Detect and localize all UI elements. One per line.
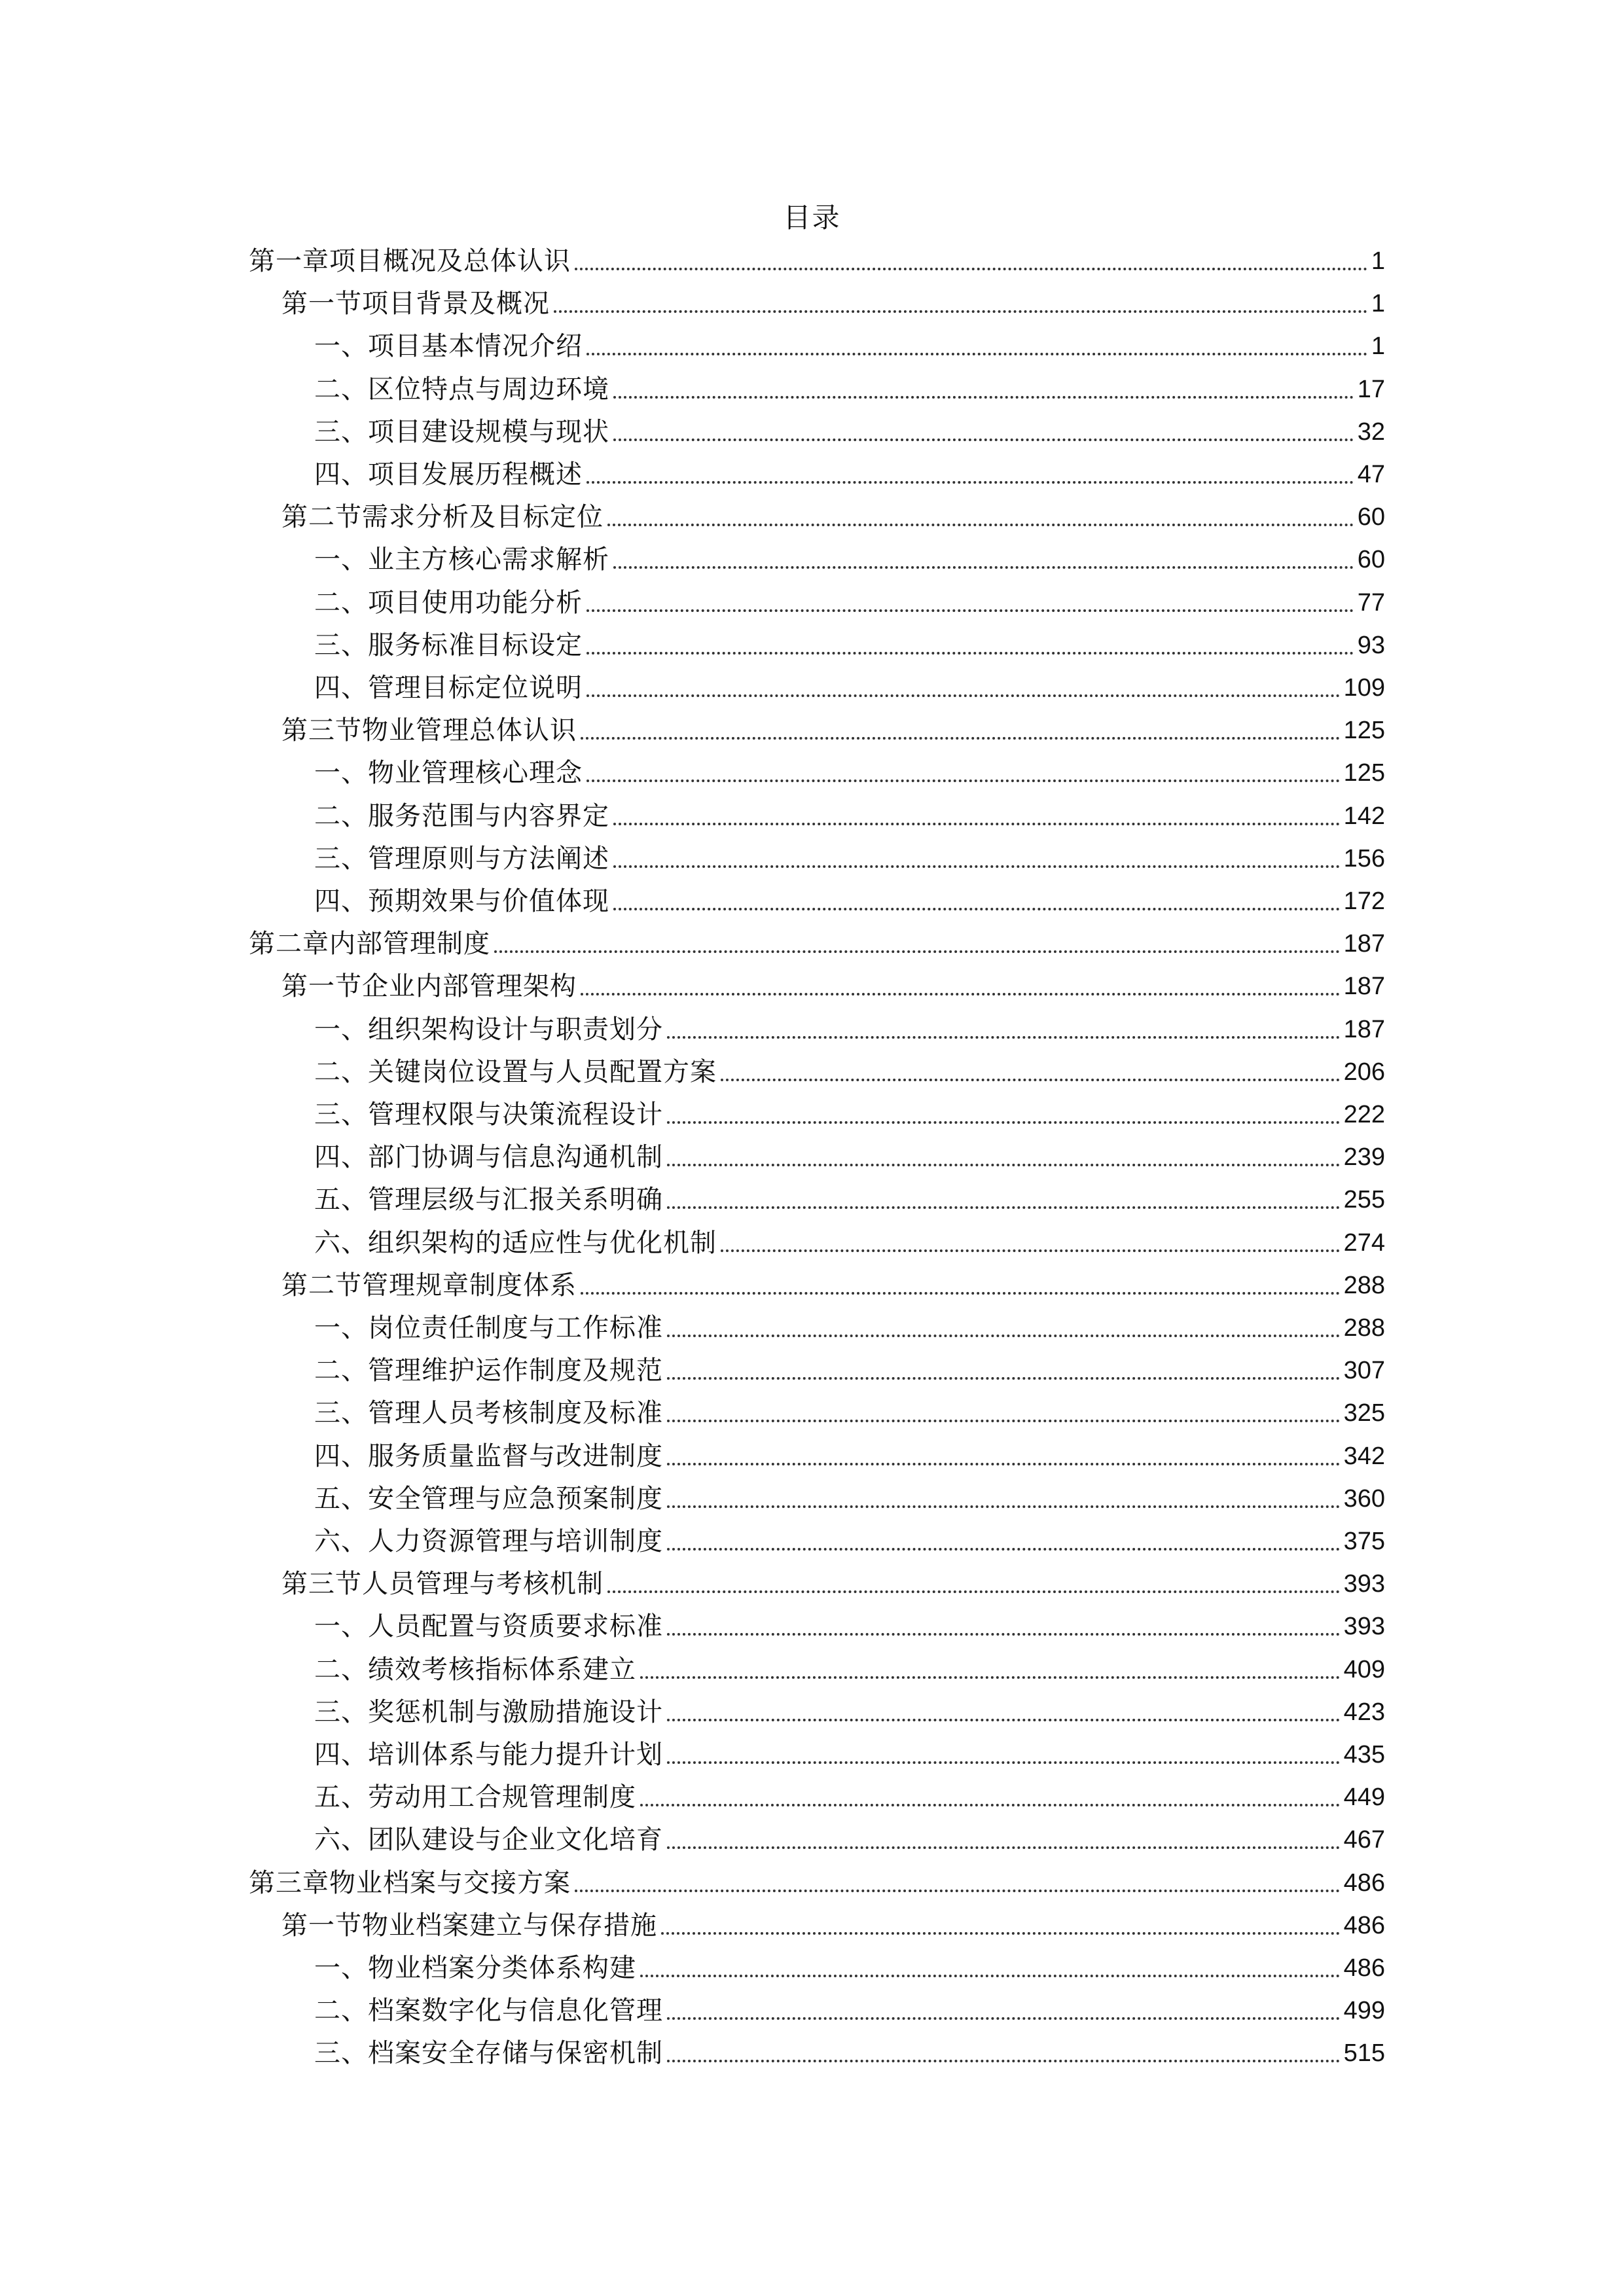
- toc-dot-leader: [667, 1761, 1340, 1764]
- toc-entry-page-number: 409: [1343, 1655, 1385, 1683]
- toc-entry-page-number: 32: [1357, 418, 1385, 446]
- toc-entry-page-number: 307: [1343, 1357, 1385, 1385]
- toc-entry[interactable]: [314, 1093, 1385, 1136]
- toc-dot-leader: [667, 1463, 1340, 1465]
- toc-entry-page-number: 93: [1357, 631, 1385, 659]
- toc-entry[interactable]: [281, 282, 1385, 325]
- toc-entry-page-number: 187: [1343, 1015, 1385, 1043]
- toc-entry-title: 三、档案安全存储与保密机制: [314, 2038, 663, 2069]
- toc-entry-title: 四、管理目标定位说明: [314, 673, 583, 703]
- page-title: 目录: [783, 202, 841, 234]
- toc-entry-page-number: 499: [1343, 1997, 1385, 2025]
- toc-entry-page-number: 360: [1343, 1484, 1385, 1513]
- toc-entry[interactable]: [314, 1691, 1385, 1733]
- toc-dot-leader: [667, 1036, 1340, 1039]
- toc-entry[interactable]: [314, 751, 1385, 794]
- toc-entry-title: 二、管理维护运作制度及规范: [314, 1355, 663, 1386]
- toc-entry-title: 第二章内部管理制度: [249, 929, 490, 960]
- toc-entry-page-number: 375: [1343, 1528, 1385, 1555]
- toc-entry-page-number: 423: [1343, 1698, 1385, 1726]
- toc-entry[interactable]: [314, 581, 1385, 624]
- toc-entry[interactable]: [314, 624, 1385, 666]
- toc-dot-leader: [607, 524, 1354, 526]
- toc-entry-title: 三、管理权限与决策流程设计: [314, 1100, 663, 1130]
- toc-entry-title: 二、关键岗位设置与人员配置方案: [314, 1056, 717, 1087]
- toc-dot-leader: [667, 1548, 1340, 1551]
- toc-entry-title: 第二节需求分析及目标定位: [281, 502, 604, 533]
- toc-entry-title: 四、培训体系与能力提升计划: [314, 1740, 663, 1770]
- toc-entry[interactable]: [314, 1349, 1385, 1391]
- toc-dot-leader: [586, 353, 1367, 355]
- toc-dot-leader: [581, 737, 1340, 740]
- toc-entry[interactable]: [314, 325, 1385, 367]
- toc-entry[interactable]: [314, 2032, 1385, 2074]
- toc-dot-leader: [721, 1249, 1340, 1252]
- toc-entry-title: 二、区位特点与周边环境: [314, 374, 609, 404]
- toc-dot-leader: [586, 694, 1340, 697]
- toc-entry-page-number: 393: [1343, 1613, 1385, 1641]
- toc-entry-title: 四、预期效果与价值体现: [314, 886, 609, 916]
- toc-entry-title: 六、团队建设与企业文化培育: [314, 1825, 663, 1856]
- toc-dot-leader: [667, 1633, 1340, 1636]
- toc-dot-leader: [667, 2017, 1340, 2020]
- toc-dot-leader: [575, 268, 1367, 270]
- toc-entry[interactable]: [281, 709, 1385, 751]
- toc-entry[interactable]: [314, 795, 1385, 837]
- toc-dot-leader: [586, 652, 1354, 655]
- toc-entry-page-number: 435: [1343, 1741, 1385, 1768]
- toc-dot-leader: [640, 1975, 1340, 1977]
- toc-entry[interactable]: [314, 1435, 1385, 1477]
- toc-entry-title: 第三节物业管理总体认识: [281, 715, 577, 746]
- toc-entry-page-number: 342: [1343, 1442, 1385, 1470]
- toc-entry[interactable]: [281, 1264, 1385, 1306]
- toc-dot-leader: [667, 2060, 1340, 2062]
- toc-entry-page-number: 222: [1343, 1101, 1385, 1128]
- toc-entry-page-number: 274: [1343, 1229, 1385, 1257]
- toc-entry[interactable]: [314, 1946, 1385, 1989]
- toc-entry[interactable]: [314, 538, 1385, 581]
- toc-entry[interactable]: [314, 1136, 1385, 1178]
- toc-entry-title: 第一章项目概况及总体认识: [249, 246, 571, 276]
- toc-entry-page-number: 187: [1343, 973, 1385, 1001]
- toc-entry-page-number: 288: [1343, 1314, 1385, 1342]
- toc-entry[interactable]: [314, 410, 1385, 453]
- toc-dot-leader: [721, 1079, 1340, 1081]
- toc-entry[interactable]: [314, 1477, 1385, 1520]
- toc-entry-title: 二、档案数字化与信息化管理: [314, 1996, 663, 2026]
- toc-dot-leader: [575, 1890, 1340, 1892]
- toc-entry[interactable]: [314, 1648, 1385, 1691]
- toc-dot-leader: [667, 1377, 1340, 1380]
- toc-entry-title: 五、管理层级与汇报关系明确: [314, 1185, 663, 1215]
- toc-entry-page-number: 515: [1343, 2039, 1385, 2068]
- toc-entry-page-number: 449: [1343, 1784, 1385, 1812]
- toc-entry-title: 四、服务质量监督与改进制度: [314, 1441, 663, 1471]
- toc-entry-title: 一、业主方核心需求解析: [314, 545, 609, 575]
- toc-entry-page-number: 288: [1343, 1271, 1385, 1299]
- toc-entry-title: 三、管理原则与方法阐述: [314, 843, 609, 874]
- toc-dot-leader: [667, 1420, 1340, 1422]
- toc-dot-leader: [613, 823, 1340, 825]
- toc-entry-page-number: 47: [1357, 461, 1385, 488]
- toc-dot-leader: [667, 1719, 1340, 1721]
- toc-entry-page-number: 325: [1343, 1399, 1385, 1427]
- toc-entry-title: 第三节人员管理与考核机制: [281, 1569, 604, 1600]
- toc-dot-leader: [586, 609, 1354, 612]
- toc-entry-title: 二、绩效考核指标体系建立: [314, 1654, 636, 1685]
- toc-entry-title: 一、物业档案分类体系构建: [314, 1953, 636, 1983]
- toc-entry-title: 三、项目建设规模与现状: [314, 416, 609, 447]
- toc-dot-leader: [640, 1804, 1340, 1806]
- toc-dot-leader: [613, 439, 1354, 441]
- toc-dot-leader: [613, 566, 1354, 569]
- toc-dot-leader: [667, 1164, 1340, 1166]
- toc-entry-title: 二、服务范围与内容界定: [314, 800, 609, 831]
- toc-entry[interactable]: [314, 666, 1385, 709]
- toc-dot-leader: [613, 908, 1340, 910]
- toc-entry-page-number: 142: [1343, 802, 1385, 830]
- toc-entry-title: 第一节物业档案建立与保存措施: [281, 1910, 657, 1941]
- toc-entry-title: 三、管理人员考核制度及标准: [314, 1398, 663, 1429]
- toc-entry[interactable]: [281, 495, 1385, 538]
- toc-dot-leader: [667, 1335, 1340, 1337]
- toc-entry[interactable]: [314, 1989, 1385, 2032]
- toc-dot-leader: [667, 1121, 1340, 1124]
- toc-entry[interactable]: [249, 1861, 1385, 1904]
- toc-entry-title: 第二节管理规章制度体系: [281, 1270, 577, 1300]
- toc-entry-title: 六、人力资源管理与培训制度: [314, 1526, 663, 1556]
- toc-entry-page-number: 60: [1357, 546, 1385, 574]
- toc-entry[interactable]: [249, 922, 1385, 965]
- toc-entry-title: 一、岗位责任制度与工作标准: [314, 1313, 663, 1343]
- toc-entry[interactable]: [314, 1050, 1385, 1093]
- toc-entry-page-number: 239: [1343, 1143, 1385, 1172]
- toc-entry[interactable]: [314, 1733, 1385, 1776]
- toc-entry-title: 五、安全管理与应急预案制度: [314, 1483, 663, 1514]
- toc-dot-leader: [581, 1292, 1340, 1295]
- toc-entry[interactable]: [314, 1178, 1385, 1221]
- toc-entry-title: 一、组织架构设计与职责划分: [314, 1014, 663, 1045]
- toc-dot-leader: [667, 1505, 1340, 1508]
- toc-entry-title: 第一节项目背景及概况: [281, 289, 550, 319]
- toc-entry[interactable]: [314, 1818, 1385, 1861]
- toc-dot-leader: [613, 396, 1354, 399]
- toc-entry-title: 三、服务标准目标设定: [314, 630, 583, 660]
- toc-entry[interactable]: [314, 453, 1385, 495]
- toc-entry-title: 第三章物业档案与交接方案: [249, 1867, 571, 1898]
- toc-entry-title: 一、物业管理核心理念: [314, 758, 583, 789]
- toc-entry-page-number: 255: [1343, 1186, 1385, 1214]
- toc-entry-title: 六、组织架构的适应性与优化机制: [314, 1227, 717, 1258]
- toc-entry-page-number: 60: [1357, 503, 1385, 531]
- toc-entry-page-number: 486: [1343, 1911, 1385, 1939]
- toc-entry[interactable]: [314, 880, 1385, 922]
- toc-entry[interactable]: [314, 1008, 1385, 1050]
- toc-entry-page-number: 187: [1343, 930, 1385, 958]
- toc-dot-leader: [586, 481, 1354, 484]
- toc-entry-title: 四、项目发展历程概述: [314, 459, 583, 490]
- toc-entry-title: 五、劳动用工合规管理制度: [314, 1782, 636, 1813]
- toc-entry-title: 四、部门协调与信息沟通机制: [314, 1142, 663, 1173]
- toc-entry-page-number: 486: [1343, 1869, 1385, 1897]
- toc-entry-page-number: 1: [1371, 290, 1385, 318]
- toc-dot-leader: [661, 1932, 1340, 1935]
- toc-dot-leader: [586, 780, 1340, 782]
- toc-dot-leader: [581, 993, 1340, 996]
- toc-entry[interactable]: [314, 1306, 1385, 1349]
- toc-dot-leader: [494, 950, 1340, 953]
- toc-entry[interactable]: [314, 1391, 1385, 1434]
- toc-dot-leader: [640, 1676, 1340, 1679]
- toc-entry[interactable]: [281, 965, 1385, 1007]
- toc-entry-page-number: 467: [1343, 1826, 1385, 1854]
- toc-entry-page-number: 206: [1343, 1058, 1385, 1086]
- toc-entry-page-number: 172: [1343, 888, 1385, 915]
- toc-entry[interactable]: [314, 837, 1385, 880]
- toc-entry-title: 一、项目基本情况介绍: [314, 331, 583, 362]
- toc-entry-page-number: 156: [1343, 844, 1385, 872]
- toc-entry-page-number: 486: [1343, 1954, 1385, 1982]
- toc-entry[interactable]: [314, 1520, 1385, 1562]
- toc-entry-page-number: 393: [1343, 1570, 1385, 1598]
- toc-entry-page-number: 77: [1357, 588, 1385, 617]
- toc-entry[interactable]: [314, 1776, 1385, 1818]
- toc-entry-page-number: 125: [1343, 759, 1385, 787]
- toc-entry-page-number: 17: [1357, 375, 1385, 403]
- toc-entry[interactable]: [314, 368, 1385, 410]
- toc-entry[interactable]: [314, 1605, 1385, 1647]
- toc-entry-title: 一、人员配置与资质要求标准: [314, 1611, 663, 1642]
- toc-dot-leader: [613, 865, 1340, 868]
- toc-dot-leader: [554, 310, 1367, 313]
- toc-entry-page-number: 1: [1371, 247, 1385, 275]
- toc-entry-title: 第一节企业内部管理架构: [281, 971, 577, 1002]
- toc-entry-title: 二、项目使用功能分析: [314, 587, 583, 618]
- toc-entry[interactable]: [281, 1904, 1385, 1946]
- toc-entry-page-number: 109: [1343, 674, 1385, 702]
- toc-dot-leader: [667, 1846, 1340, 1849]
- toc-entry[interactable]: [281, 1562, 1385, 1605]
- toc-entry[interactable]: [314, 1221, 1385, 1264]
- toc-entry-page-number: 1: [1371, 332, 1385, 361]
- toc-entry-title: 三、奖惩机制与激励措施设计: [314, 1696, 663, 1727]
- toc-entry[interactable]: [249, 240, 1385, 282]
- toc-dot-leader: [667, 1206, 1340, 1209]
- toc-dot-leader: [607, 1590, 1340, 1593]
- toc-entry-page-number: 125: [1343, 717, 1385, 745]
